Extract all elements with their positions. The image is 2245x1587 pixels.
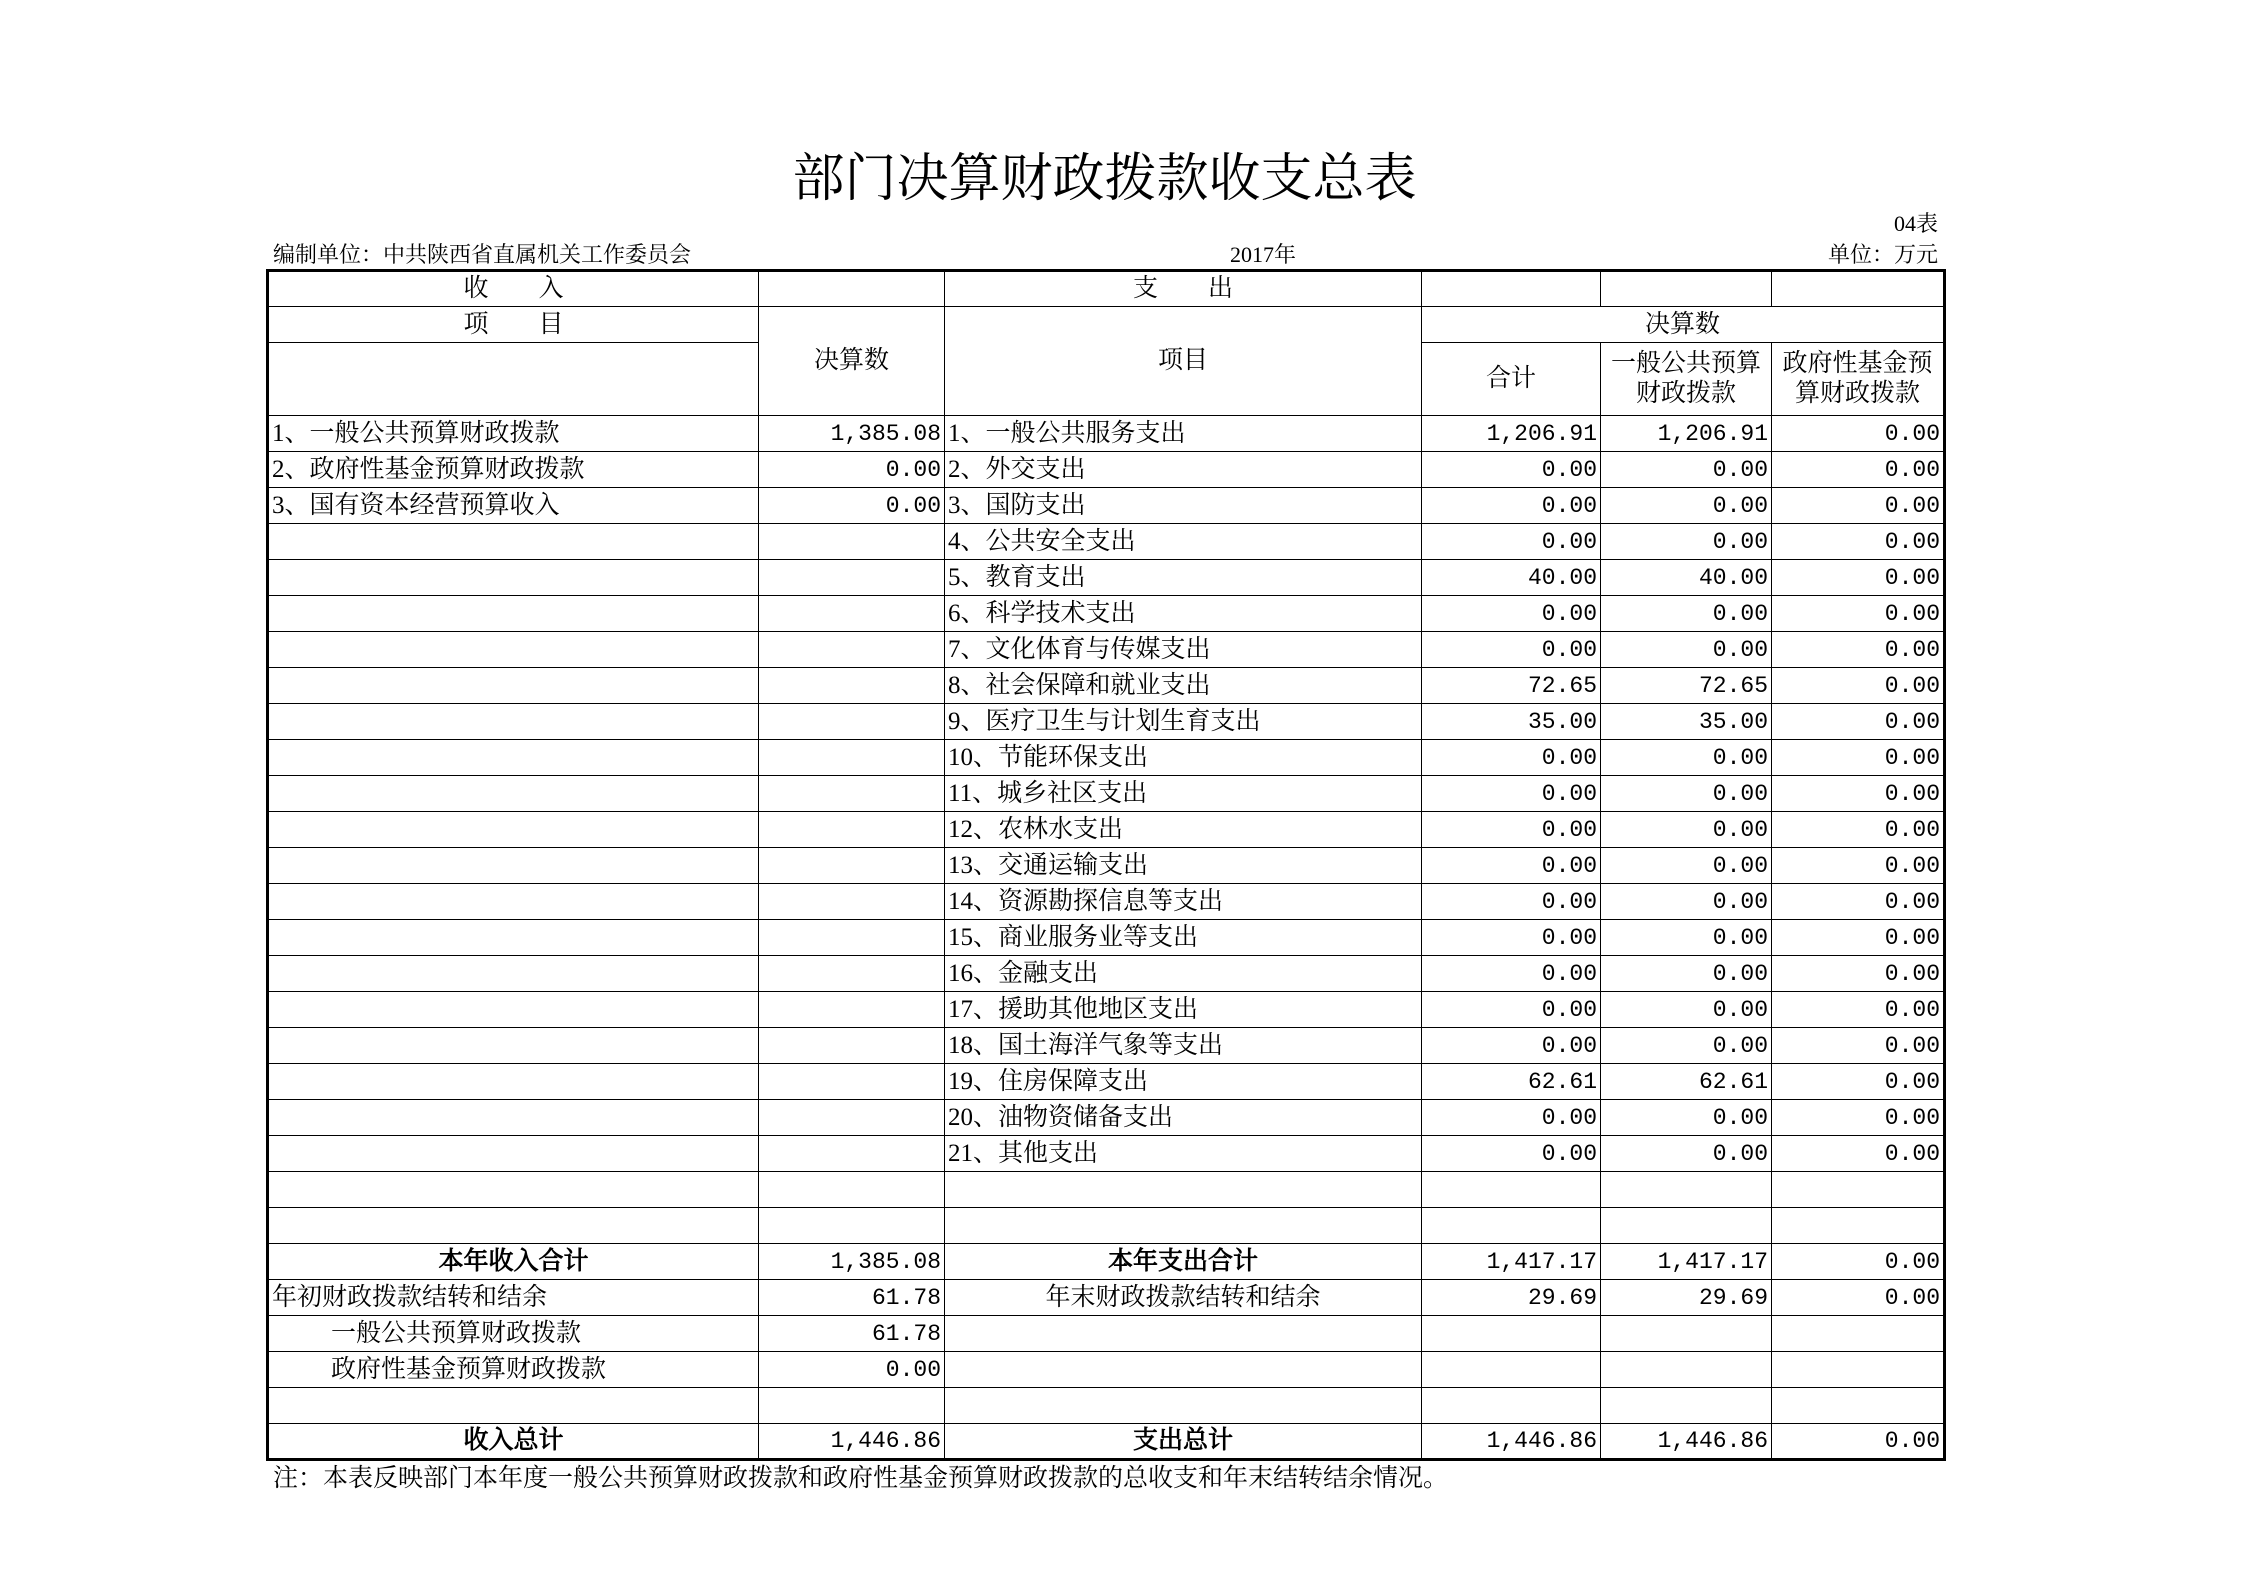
income-amount-cell [759, 524, 945, 560]
table-row [268, 848, 1945, 884]
income-amount-cell [759, 1208, 945, 1244]
expense-general-budget-cell: 1,446.86 [1601, 1424, 1772, 1460]
expense-gov-fund-cell [1772, 1388, 1945, 1424]
expense-total-cell: 0.00 [1422, 488, 1601, 524]
income-amount-cell: 1,385.08 [759, 416, 945, 452]
expense-item-cell: 年末财政拨款结转和结余 [945, 1280, 1422, 1316]
header-row [268, 271, 1945, 307]
income-item-cell [268, 1136, 759, 1172]
expense-gov-fund-header: 政府性基金预算财政拨款 [1772, 343, 1945, 416]
income-amount-cell [759, 1172, 945, 1208]
expense-general-budget-cell: 0.00 [1601, 920, 1772, 956]
expense-total-cell: 0.00 [1422, 1136, 1601, 1172]
expense-general-budget-cell [1601, 1316, 1772, 1352]
income-amount-cell [759, 956, 945, 992]
expense-item-cell: 3、国防支出 [945, 488, 1422, 524]
table-row [268, 524, 1945, 560]
expense-gov-fund-cell: 0.00 [1772, 1064, 1945, 1100]
expense-general-budget-cell: 29.69 [1601, 1280, 1772, 1316]
page-title: 部门决算财政拨款收支总表 [792, 151, 1417, 208]
income-amount-cell [759, 776, 945, 812]
income-amount-cell [759, 668, 945, 704]
compiling-unit: 编制单位：中共陕西省直属机关工作委员会 [273, 242, 692, 267]
expense-gov-fund-cell: 0.00 [1772, 992, 1945, 1028]
expense-total-cell: 0.00 [1422, 632, 1601, 668]
blank-cell [759, 271, 945, 307]
expense-general-budget-cell: 72.65 [1601, 668, 1772, 704]
expense-general-budget-cell: 0.00 [1601, 848, 1772, 884]
expense-item-cell: 10、节能环保支出 [945, 740, 1422, 776]
expense-gov-fund-cell: 0.00 [1772, 524, 1945, 560]
expense-total-cell: 0.00 [1422, 596, 1601, 632]
expense-total-cell: 35.00 [1422, 704, 1601, 740]
expense-total-cell: 0.00 [1422, 956, 1601, 992]
expense-general-budget-cell: 0.00 [1601, 812, 1772, 848]
expense-item-cell: 6、科学技术支出 [945, 596, 1422, 632]
income-amount-cell [759, 920, 945, 956]
expense-item-cell: 7、文化体育与传媒支出 [945, 632, 1422, 668]
expense-total-cell [1422, 1352, 1601, 1388]
expense-total-cell: 62.61 [1422, 1064, 1601, 1100]
expense-total-header: 合计 [1422, 343, 1601, 416]
expense-gov-fund-cell: 0.00 [1772, 596, 1945, 632]
income-amount-cell: 61.78 [759, 1316, 945, 1352]
table-row [268, 776, 1945, 812]
expense-gov-fund-cell: 0.00 [1772, 1244, 1945, 1280]
expense-total-cell: 1,206.91 [1422, 416, 1601, 452]
income-amount-cell [759, 884, 945, 920]
table-row [268, 992, 1945, 1028]
expense-gov-fund-cell [1772, 1352, 1945, 1388]
table-row [268, 416, 1945, 452]
expense-gov-fund-cell: 0.00 [1772, 704, 1945, 740]
expense-item-cell: 14、资源勘探信息等支出 [945, 884, 1422, 920]
income-header: 收 入 [268, 271, 759, 307]
table-row [268, 1208, 1945, 1244]
table-header [268, 271, 1945, 416]
income-item-cell [268, 812, 759, 848]
expense-gov-fund-cell: 0.00 [1772, 1280, 1945, 1316]
expense-total-cell: 1,446.86 [1422, 1424, 1601, 1460]
income-item-cell [268, 668, 759, 704]
table-row [268, 1064, 1945, 1100]
table-row [268, 560, 1945, 596]
expense-gov-fund-cell [1772, 1208, 1945, 1244]
income-item-cell [268, 596, 759, 632]
income-amount-cell [759, 704, 945, 740]
expense-general-budget-cell [1601, 1388, 1772, 1424]
income-amount-cell [759, 560, 945, 596]
expense-gov-fund-cell: 0.00 [1772, 776, 1945, 812]
table-row [268, 1028, 1945, 1064]
expense-item-cell: 支出总计 [945, 1424, 1422, 1460]
expense-total-cell: 0.00 [1422, 452, 1601, 488]
expense-total-cell: 0.00 [1422, 1100, 1601, 1136]
expense-item-cell: 11、城乡社区支出 [945, 776, 1422, 812]
expense-general-budget-cell: 0.00 [1601, 992, 1772, 1028]
expense-gov-fund-cell: 0.00 [1772, 1136, 1945, 1172]
expense-general-budget-cell: 35.00 [1601, 704, 1772, 740]
income-item-cell: 年初财政拨款结转和结余 [268, 1280, 759, 1316]
expense-gov-fund-cell: 0.00 [1772, 1028, 1945, 1064]
expense-item-cell: 18、国土海洋气象等支出 [945, 1028, 1422, 1064]
income-item-cell: 收入总计 [268, 1424, 759, 1460]
blank-cell [1422, 271, 1601, 307]
expense-general-budget-cell [1601, 1208, 1772, 1244]
blank-cell [1601, 271, 1772, 307]
expense-item-cell [945, 1316, 1422, 1352]
table-row [268, 1352, 1945, 1388]
expense-gov-fund-cell [1772, 1172, 1945, 1208]
expense-item-cell: 20、油物资储备支出 [945, 1100, 1422, 1136]
expense-item-cell: 1、一般公共服务支出 [945, 416, 1422, 452]
expense-total-cell [1422, 1316, 1601, 1352]
table-row [268, 452, 1945, 488]
income-amount-cell [759, 1136, 945, 1172]
appropriation-table [266, 269, 1946, 1461]
income-item-cell [268, 920, 759, 956]
header-row [268, 307, 1945, 343]
table-row [268, 596, 1945, 632]
table-row [268, 668, 1945, 704]
income-amount-cell: 0.00 [759, 1352, 945, 1388]
table-row [268, 488, 1945, 524]
table-row [268, 1424, 1945, 1460]
income-item-cell: 本年收入合计 [268, 1244, 759, 1280]
expense-total-cell: 0.00 [1422, 920, 1601, 956]
income-amount-cell [759, 1028, 945, 1064]
expense-item-cell: 16、金融支出 [945, 956, 1422, 992]
expense-gov-fund-cell: 0.00 [1772, 1424, 1945, 1460]
expense-item-cell: 4、公共安全支出 [945, 524, 1422, 560]
table-row [268, 956, 1945, 992]
expense-amount-header: 决算数 [1422, 307, 1945, 343]
expense-gov-fund-cell: 0.00 [1772, 488, 1945, 524]
expense-gov-fund-cell: 0.00 [1772, 560, 1945, 596]
expense-total-cell [1422, 1208, 1601, 1244]
income-amount-cell [759, 848, 945, 884]
table-row [268, 1172, 1945, 1208]
expense-item-cell [945, 1352, 1422, 1388]
expense-total-cell: 0.00 [1422, 1028, 1601, 1064]
income-item-cell [268, 1172, 759, 1208]
income-item-cell [268, 884, 759, 920]
expense-general-budget-cell: 0.00 [1601, 524, 1772, 560]
expense-general-budget-cell: 62.61 [1601, 1064, 1772, 1100]
expense-gov-fund-cell: 0.00 [1772, 956, 1945, 992]
income-item-cell [268, 956, 759, 992]
expense-gov-fund-cell: 0.00 [1772, 668, 1945, 704]
expense-total-cell: 0.00 [1422, 524, 1601, 560]
expense-item-cell [945, 1388, 1422, 1424]
income-item-cell [268, 1028, 759, 1064]
expense-item-cell: 12、农林水支出 [945, 812, 1422, 848]
blank-cell [1772, 271, 1945, 307]
income-item-cell [268, 1208, 759, 1244]
table-row [268, 1136, 1945, 1172]
table-number: 04表 [1893, 211, 1938, 236]
expense-gov-fund-cell: 0.00 [1772, 812, 1945, 848]
expense-item-cell [945, 1208, 1422, 1244]
expense-total-cell: 0.00 [1422, 848, 1601, 884]
expense-gov-fund-cell: 0.00 [1772, 848, 1945, 884]
expense-gov-fund-cell: 0.00 [1772, 1100, 1945, 1136]
expense-item-cell: 19、住房保障支出 [945, 1064, 1422, 1100]
expense-general-budget-cell: 0.00 [1601, 884, 1772, 920]
table-body [268, 416, 1945, 1460]
expense-general-budget-cell: 0.00 [1601, 776, 1772, 812]
expense-item-cell: 9、医疗卫生与计划生育支出 [945, 704, 1422, 740]
income-item-cell [268, 1064, 759, 1100]
expense-item-cell: 5、教育支出 [945, 560, 1422, 596]
table-row [268, 1100, 1945, 1136]
income-item-cell [268, 848, 759, 884]
table-row [268, 812, 1945, 848]
expense-header: 支 出 [945, 271, 1422, 307]
expense-general-budget-cell [1601, 1352, 1772, 1388]
expense-general-budget-cell: 0.00 [1601, 1100, 1772, 1136]
currency-unit: 单位：万元 [1827, 242, 1938, 267]
income-amount-cell [759, 740, 945, 776]
income-item-cell [268, 704, 759, 740]
footnote: 注：本表反映部门本年度一般公共预算财政拨款和政府性基金预算财政拨款的总收支和年末结转结余情况。 [273, 1465, 1449, 1492]
income-item-cell [268, 524, 759, 560]
expense-total-cell: 72.65 [1422, 668, 1601, 704]
table-row [268, 1280, 1945, 1316]
table-row [268, 1388, 1945, 1424]
expense-total-cell [1422, 1172, 1601, 1208]
expense-general-budget-cell: 0.00 [1601, 956, 1772, 992]
income-item-cell [268, 632, 759, 668]
income-item-cell [268, 992, 759, 1028]
income-amount-cell [759, 812, 945, 848]
expense-gov-fund-cell: 0.00 [1772, 920, 1945, 956]
expense-item-cell: 8、社会保障和就业支出 [945, 668, 1422, 704]
expense-general-budget-cell: 0.00 [1601, 632, 1772, 668]
income-amount-cell: 1,446.86 [759, 1424, 945, 1460]
income-amount-cell [759, 1100, 945, 1136]
expense-item-cell: 2、外交支出 [945, 452, 1422, 488]
expense-item-cell: 15、商业服务业等支出 [945, 920, 1422, 956]
income-item-cell [268, 1100, 759, 1136]
expense-item-header: 项目 [945, 307, 1422, 416]
expense-general-budget-cell: 0.00 [1601, 488, 1772, 524]
expense-gov-fund-cell: 0.00 [1772, 416, 1945, 452]
expense-general-budget-cell: 0.00 [1601, 740, 1772, 776]
table-row [268, 884, 1945, 920]
income-amount-cell: 0.00 [759, 488, 945, 524]
income-amount-cell [759, 1388, 945, 1424]
income-item-cell: 3、国有资本经营预算收入 [268, 488, 759, 524]
expense-total-cell [1422, 1388, 1601, 1424]
expense-total-cell: 0.00 [1422, 812, 1601, 848]
expense-general-budget-cell: 1,206.91 [1601, 416, 1772, 452]
expense-general-budget-cell: 1,417.17 [1601, 1244, 1772, 1280]
income-item-cell [268, 740, 759, 776]
income-item-cell [268, 560, 759, 596]
expense-gov-fund-cell: 0.00 [1772, 884, 1945, 920]
table-row [268, 740, 1945, 776]
income-amount-cell: 61.78 [759, 1280, 945, 1316]
income-item-cell: 2、政府性基金预算财政拨款 [268, 452, 759, 488]
table-row [268, 632, 1945, 668]
expense-total-cell: 0.00 [1422, 776, 1601, 812]
table-row [268, 1316, 1945, 1352]
expense-gov-fund-cell: 0.00 [1772, 452, 1945, 488]
expense-general-budget-cell [1601, 1172, 1772, 1208]
income-item-cell: 1、一般公共预算财政拨款 [268, 416, 759, 452]
income-item-header: 项 目 [268, 307, 759, 343]
income-amount-cell [759, 992, 945, 1028]
income-amount-cell [759, 1064, 945, 1100]
expense-total-cell: 40.00 [1422, 560, 1601, 596]
expense-item-cell: 21、其他支出 [945, 1136, 1422, 1172]
expense-general-budget-cell: 0.00 [1601, 596, 1772, 632]
expense-gov-fund-cell: 0.00 [1772, 740, 1945, 776]
expense-item-cell: 本年支出合计 [945, 1244, 1422, 1280]
expense-general-budget-cell: 40.00 [1601, 560, 1772, 596]
table-row [268, 704, 1945, 740]
table-row [268, 1244, 1945, 1280]
income-amount-cell [759, 632, 945, 668]
income-item-cell: 一般公共预算财政拨款 [268, 1316, 759, 1352]
income-item-cell: 政府性基金预算财政拨款 [268, 1352, 759, 1388]
income-amount-cell: 1,385.08 [759, 1244, 945, 1280]
expense-general-budget-cell: 0.00 [1601, 452, 1772, 488]
expense-general-budget-cell: 0.00 [1601, 1136, 1772, 1172]
income-amount-header: 决算数 [759, 307, 945, 416]
expense-gov-fund-cell [1772, 1316, 1945, 1352]
expense-item-cell: 13、交通运输支出 [945, 848, 1422, 884]
expense-general-budget-cell: 0.00 [1601, 1028, 1772, 1064]
expense-general-budget-header: 一般公共预算财政拨款 [1601, 343, 1772, 416]
report-year: 2017年 [1230, 242, 1297, 267]
blank-cell [268, 343, 759, 416]
expense-item-cell [945, 1172, 1422, 1208]
expense-total-cell: 0.00 [1422, 884, 1601, 920]
income-item-cell [268, 776, 759, 812]
income-item-cell [268, 1388, 759, 1424]
expense-gov-fund-cell: 0.00 [1772, 632, 1945, 668]
income-amount-cell: 0.00 [759, 452, 945, 488]
expense-total-cell: 0.00 [1422, 992, 1601, 1028]
expense-total-cell: 1,417.17 [1422, 1244, 1601, 1280]
expense-total-cell: 0.00 [1422, 740, 1601, 776]
expense-total-cell: 29.69 [1422, 1280, 1601, 1316]
expense-item-cell: 17、援助其他地区支出 [945, 992, 1422, 1028]
income-amount-cell [759, 596, 945, 632]
table-row [268, 920, 1945, 956]
